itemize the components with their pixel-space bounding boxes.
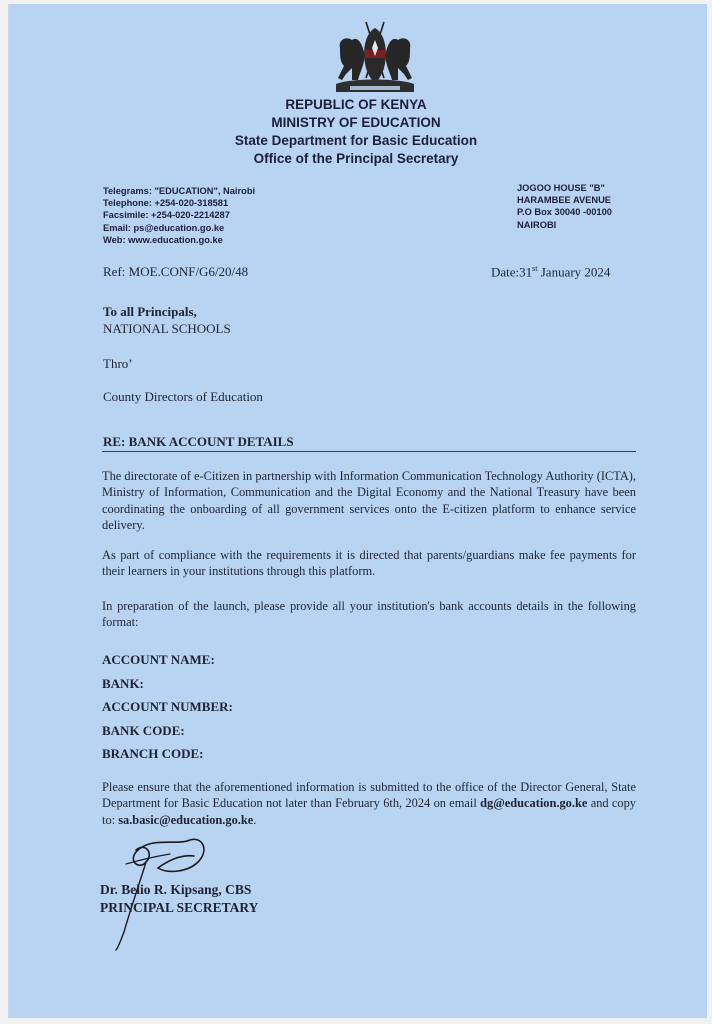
- field-branch-code: BRANCH CODE:: [102, 746, 204, 761]
- subject-underline: [102, 451, 636, 452]
- paragraph-compliance: As part of compliance with the requirements it is directed that parents/guardians make fee payments for their learners in your institutions through this platform.: [102, 548, 636, 579]
- letter-date: [491, 264, 610, 280]
- date-suffix: January 2024: [537, 264, 611, 280]
- reference-number: Ref: MOE.CONF/G6/20/48: [103, 264, 249, 279]
- address-street: HARAMBEE AVENUE: [517, 195, 612, 206]
- date-prefix: Date:31: [491, 264, 533, 280]
- paragraph-preparation: In preparation of the launch, please provide all your institution's bank accounts details in the following format:: [102, 599, 636, 630]
- letterhead-department: State Department for Basic Education: [234, 133, 478, 148]
- field-account-number: ACCOUNT NUMBER:: [102, 699, 233, 714]
- contact-facsimile: Facsimile: +254-020-2214287: [103, 210, 230, 221]
- email-dg[interactable]: dg@education.go.ke: [480, 796, 588, 811]
- letterhead-office: Office of the Principal Secretary: [253, 151, 459, 166]
- county-directors: County Directors of Education: [103, 389, 263, 404]
- kenya-coat-of-arms-icon: [330, 18, 420, 98]
- contact-telegrams: Telegrams: "EDUCATION", Nairobi: [103, 186, 256, 196]
- closing-copy-to: and copy to:: [102, 796, 637, 827]
- field-bank-code: BANK CODE:: [102, 723, 185, 738]
- contact-details-left: [103, 185, 255, 246]
- paragraph-closing: [102, 779, 636, 828]
- signatory-name: Dr. Belio R. Kipsang, CBS: [100, 882, 252, 897]
- closing-period: .: [253, 812, 257, 827]
- addressee-line2: NATIONAL SCHOOLS: [103, 321, 231, 336]
- field-account-name: ACCOUNT NAME:: [102, 652, 215, 667]
- address-city: NAIROBI: [517, 219, 557, 230]
- addressee-line1: To all Principals,: [103, 304, 197, 319]
- contact-email: Email: ps@education.go.ke: [103, 222, 225, 233]
- letterhead-ministry: MINISTRY OF EDUCATION: [271, 115, 441, 130]
- contact-details-right: [517, 182, 612, 231]
- contact-web: Web: www.education.go.ke: [103, 234, 223, 245]
- email-sa-basic[interactable]: sa.basic@education.go.ke: [118, 812, 254, 827]
- signatory-title: PRINCIPAL SECRETARY: [100, 900, 259, 915]
- contact-telephone: Telephone: +254-020-318581: [103, 198, 229, 209]
- field-bank: BANK:: [102, 676, 144, 691]
- date-superscript: st: [532, 264, 538, 273]
- letterhead-republic: REPUBLIC OF KENYA: [285, 97, 427, 112]
- closing-text: Please ensure that the aforementioned information is submitted to the office of the Director General, State Department for Basic Education not later than February 6th, 2024 on email: [102, 780, 636, 811]
- thro-label: Thro’: [103, 356, 133, 371]
- address-po-box: P.O Box 30040 -00100: [517, 207, 612, 218]
- subject-line: RE: BANK ACCOUNT DETAILS: [103, 434, 294, 449]
- address-building: JOGOO HOUSE "B": [517, 183, 605, 193]
- paragraph-ecitizen: The directorate of e-Citizen in partnership with Information Communication Technology Authority (ICTA), Ministry of Information, Communication and the Digital Economy and the National Treasury have been coordinating the onboarding of all government services onto the E-citizen platform to enhance service delivery.: [102, 469, 636, 533]
